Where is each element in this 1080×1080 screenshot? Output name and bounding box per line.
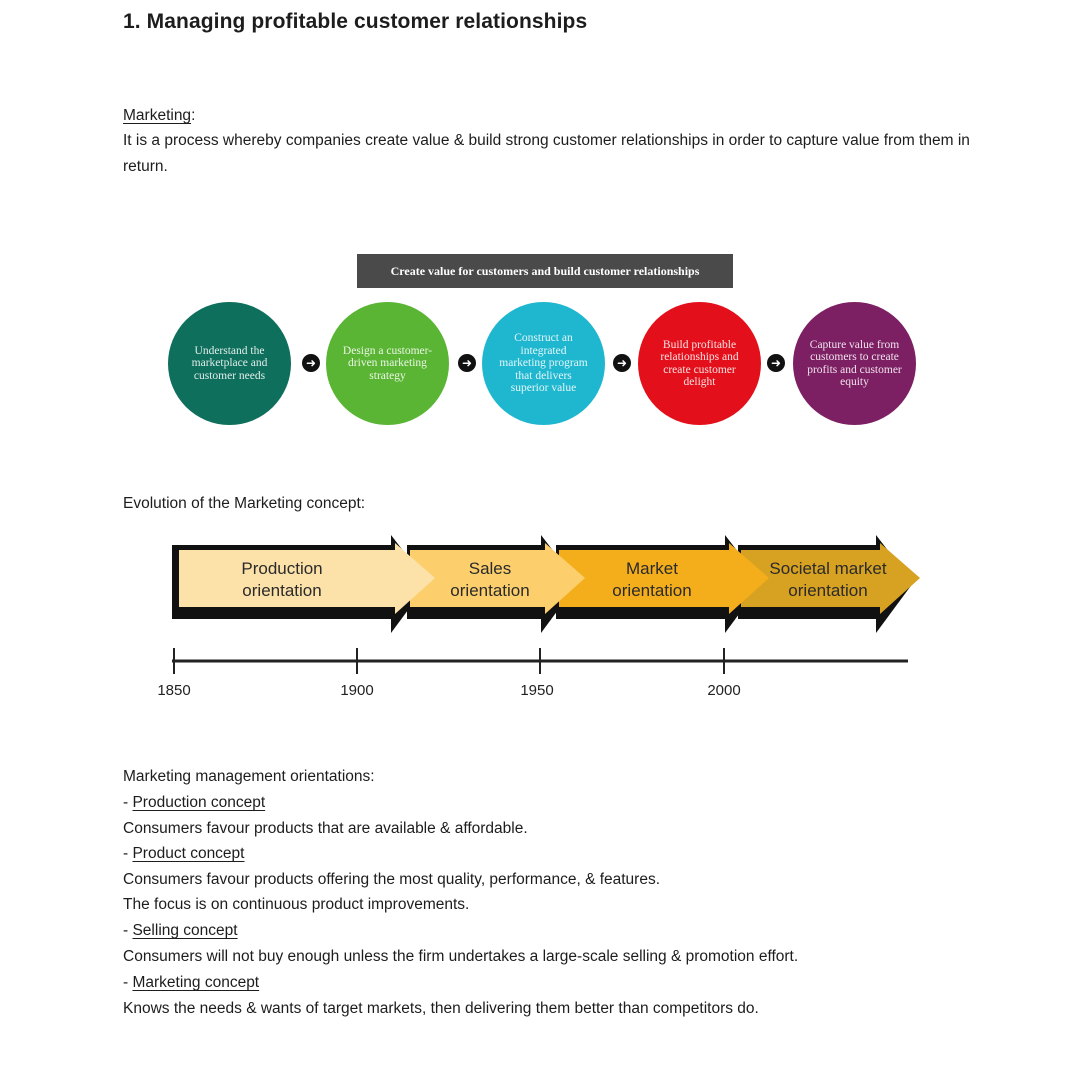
stage-label-line1: Societal market	[769, 559, 887, 578]
stage-label-line2: orientation	[788, 581, 868, 600]
marketing-term: Marketing	[123, 107, 192, 124]
concept-description: Knows the needs & wants of target markets, then delivering them better than competitors do.	[123, 1000, 759, 1017]
right-arrow-icon: ➜	[613, 354, 631, 372]
process-step-label: Capture value from customers to create profits and customer equity	[807, 338, 902, 388]
evolution-heading: Evolution of the Marketing concept:	[123, 495, 366, 512]
concept-name: Selling concept	[132, 922, 238, 939]
right-arrow-icon: ➜	[302, 354, 320, 372]
concept-name: Production concept	[132, 794, 266, 811]
process-step-label: Understand the marketplace and customer needs	[191, 344, 268, 382]
process-step-label: Construct an integrated marketing program that delivers superior value	[499, 332, 588, 395]
concept-description: Consumers favour products that are available & affordable.	[123, 820, 528, 837]
orientations-heading: Marketing management orientations:	[123, 768, 375, 785]
arrow-production	[179, 543, 435, 614]
process-step-label: Design a customer-driven marketing strategy	[342, 344, 433, 382]
stage-label-line1: Market	[626, 559, 678, 578]
concept-heading-selling	[123, 918, 238, 944]
page-title: 1. Managing profitable customer relationships	[123, 10, 588, 33]
arrow-market	[559, 543, 769, 614]
process-step-5	[793, 302, 916, 425]
process-step-label: Build profitable relationships and create customer delight	[660, 338, 739, 388]
process-step-4	[638, 302, 761, 425]
marketing-colon: :	[191, 107, 196, 124]
process-step-2	[326, 302, 449, 425]
concept-heading-marketing	[123, 970, 259, 996]
stage-label-line1: Production	[241, 559, 323, 578]
marketing-definition: It is a process whereby companies create value & build strong customer relationships in order to capture value from them in return.	[123, 132, 970, 175]
concept-heading-product	[123, 841, 244, 867]
process-step-3	[482, 302, 605, 425]
concept-description: Consumers favour products offering the most quality, performance, & features.	[123, 871, 661, 888]
year-label: 2000	[707, 682, 741, 699]
concept-dash: -	[123, 922, 133, 939]
concept-description: The focus is on continuous product improvements.	[123, 896, 470, 913]
year-label: 1950	[520, 682, 554, 699]
year-label: 1850	[157, 682, 191, 699]
concept-dash: -	[123, 794, 133, 811]
concept-description: Consumers will not buy enough unless the firm undertakes a large-scale selling & promotion effort.	[123, 948, 799, 965]
stage-label-line2: orientation	[450, 581, 530, 600]
concept-dash: -	[123, 845, 133, 862]
right-arrow-icon: ➜	[458, 354, 476, 372]
right-arrow-icon: ➜	[767, 354, 785, 372]
process-diagram-header: Create value for customers and build customer relationships	[357, 254, 733, 288]
concept-heading-production	[123, 790, 265, 816]
stage-label-line1: Sales	[468, 559, 512, 578]
concept-dash: -	[123, 974, 133, 991]
evolution-timeline	[0, 528, 1080, 708]
concept-name: Marketing concept	[132, 974, 260, 991]
stage-label-line2: orientation	[612, 581, 692, 600]
process-step-1	[168, 302, 291, 425]
concept-name: Product concept	[132, 845, 245, 862]
marketing-heading	[123, 103, 195, 129]
stage-label-line2: orientation	[242, 581, 322, 600]
year-label: 1900	[340, 682, 374, 699]
